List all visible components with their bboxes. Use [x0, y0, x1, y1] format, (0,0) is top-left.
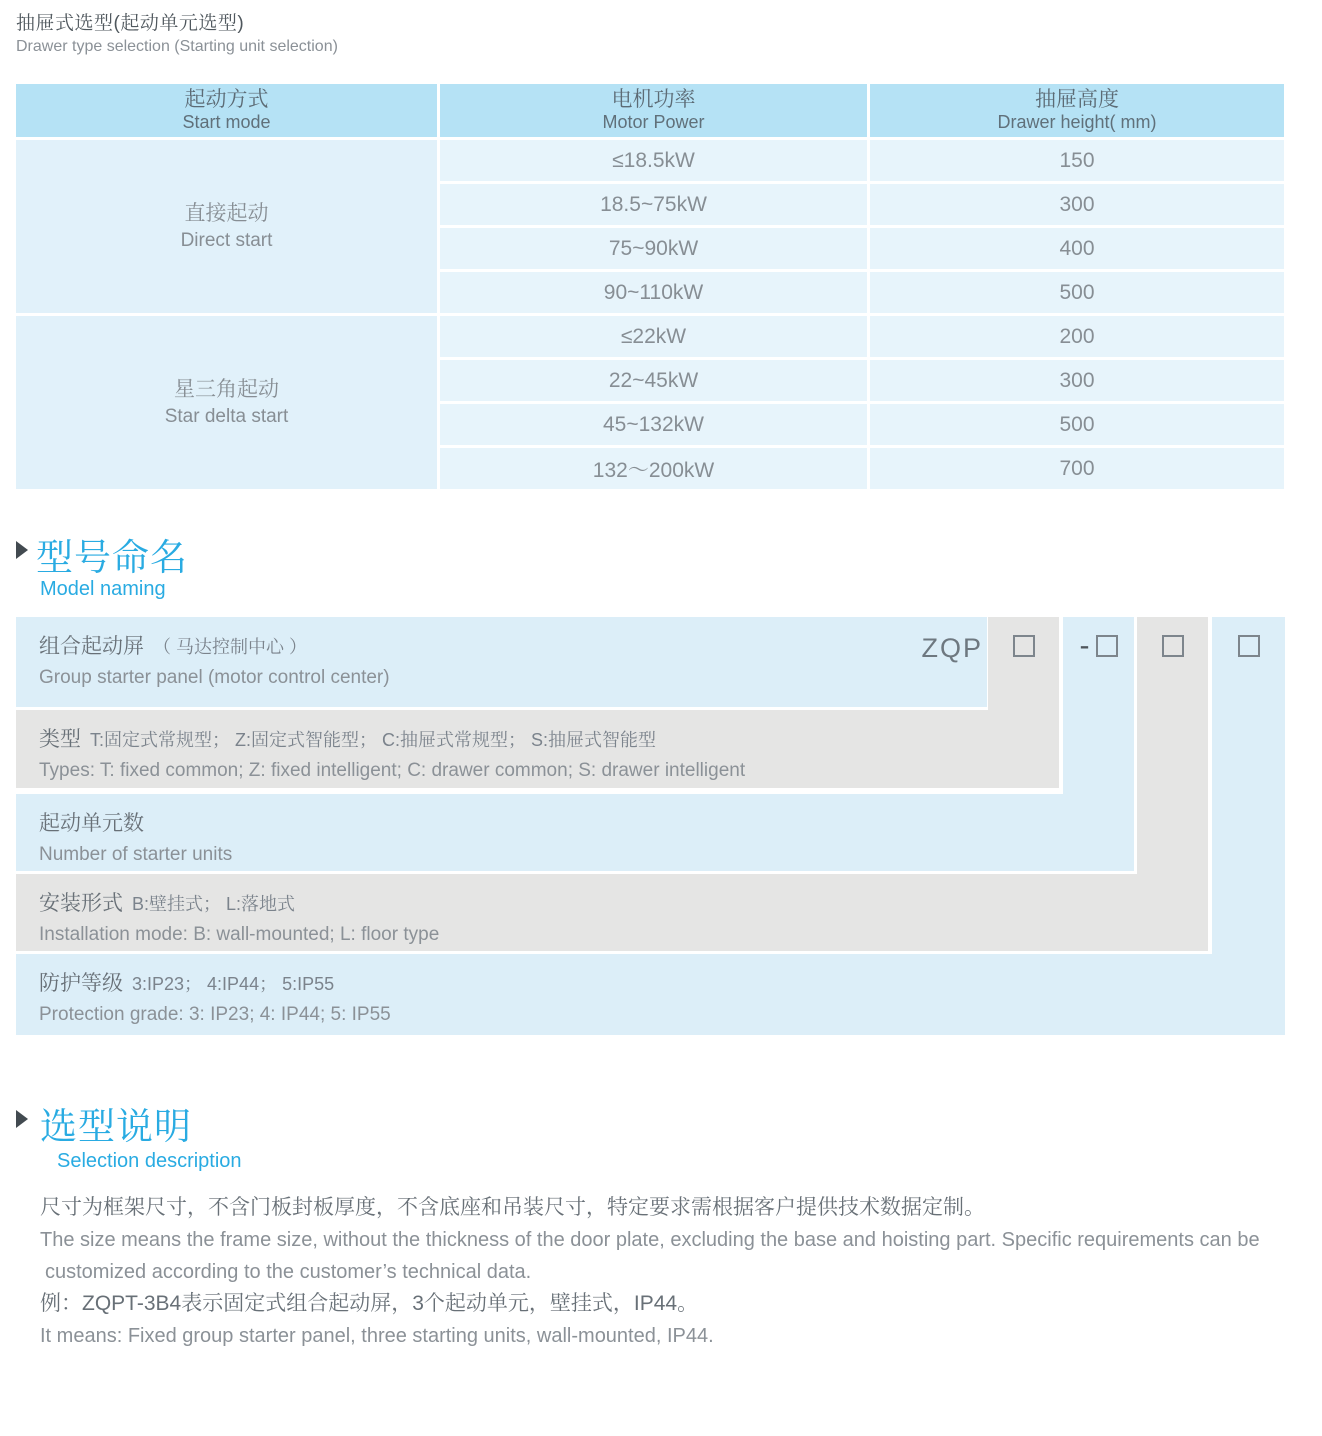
- code-box: [1162, 635, 1184, 657]
- section-title-model-naming: 型号命名: [36, 537, 188, 578]
- table-cell-height: 500: [870, 404, 1284, 445]
- band-label-en: Number of starter units: [39, 844, 233, 865]
- band-label-zh: 安装形式: [39, 892, 123, 915]
- column-header-drawer-height: [870, 84, 1284, 137]
- column-header-en: Motor Power: [602, 112, 705, 133]
- diagram-band-protection-grade: [16, 954, 1285, 1035]
- section-marker-triangle-icon: [16, 1110, 28, 1128]
- table-cell-power: 45~132kW: [440, 404, 867, 445]
- band-label-en: Group starter panel (motor control center): [39, 667, 390, 688]
- start-mode-en: Star delta start: [164, 405, 289, 427]
- start-mode-en: Direct start: [180, 229, 273, 251]
- column-header-start-mode: [16, 84, 437, 137]
- band-label-en: Protection grade: 3: IP23; 4: IP44; 5: IP55: [39, 1004, 391, 1025]
- section-marker-triangle-icon: [16, 541, 28, 559]
- diagram-band-types: [16, 710, 1059, 788]
- section-subtitle-selection-description: Selection description: [57, 1150, 242, 1172]
- start-mode-cell-direct: [16, 140, 437, 313]
- band-label-en: Types: T: fixed common; Z: fixed intelligent; C: drawer common; S: drawer intelligent: [39, 760, 746, 781]
- start-mode-cell-star-delta: [16, 316, 437, 489]
- band-label-en: Installation mode: B: wall-mounted; L: floor type: [39, 924, 440, 945]
- band-note-zh: 3:IP23； 4:IP44； 5:IP55: [132, 974, 335, 994]
- page-title: 抽屉式选型(起动单元选型): [16, 13, 245, 34]
- code-box: [1096, 635, 1118, 657]
- band-label-zh: 防护等级: [39, 972, 123, 995]
- description-line: 尺寸为框架尺寸，不含门板封板厚度，不含底座和吊装尺寸，特定要求需根据客户提供技术数据定制。: [40, 1196, 985, 1219]
- table-cell-power: 22~45kW: [440, 360, 867, 401]
- table-cell-height: 300: [870, 360, 1284, 401]
- column-header-zh: 电机功率: [611, 88, 696, 112]
- code-prefix: ZQP: [921, 633, 983, 663]
- start-mode-zh: 直接起动: [184, 201, 269, 225]
- description-line: The size means the frame size, without the thickness of the door plate, excluding the base and hoisting part. Specific requirements can be: [40, 1229, 1260, 1251]
- table-cell-height: 400: [870, 228, 1284, 269]
- band-label-zh: 起动单元数: [39, 812, 144, 835]
- code-box: [1013, 635, 1035, 657]
- column-header-zh: 抽屉高度: [1035, 88, 1119, 112]
- table-cell-power: ≤18.5kW: [440, 140, 867, 181]
- start-mode-zh: 星三角起动: [174, 377, 279, 401]
- table-cell-height: 700: [870, 448, 1284, 489]
- section-subtitle-model-naming: Model naming: [40, 578, 166, 600]
- band-note-zh: （ 马达控制中心 ）: [153, 637, 308, 657]
- table-cell-power: ≤22kW: [440, 316, 867, 357]
- band-note-zh: B:壁挂式； L:落地式: [132, 894, 296, 914]
- selection-description-text: [40, 1192, 1290, 1352]
- table-cell-power: 90~110kW: [440, 272, 867, 313]
- table-cell-height: 150: [870, 140, 1284, 181]
- table-cell-power: 132～200kW: [440, 448, 867, 489]
- table-cell-height: 500: [870, 272, 1284, 313]
- diagram-band-starter-units: [16, 794, 1134, 871]
- band-label-zh: 组合起动屏: [39, 635, 144, 658]
- description-line: customized according to the customer’s technical data.: [45, 1261, 532, 1283]
- table-cell-height: 300: [870, 184, 1284, 225]
- code-box: [1238, 635, 1260, 657]
- column-header-en: Drawer height( mm): [997, 112, 1157, 133]
- column-header-zh: 起动方式: [184, 88, 269, 112]
- selection-table: [16, 84, 1284, 489]
- diagram-band-group-starter-panel: [16, 617, 987, 707]
- description-line: It means: Fixed group starter panel, three starting units, wall-mounted, IP44.: [40, 1325, 714, 1347]
- column-header-motor-power: [440, 84, 867, 137]
- code-dash: -: [1079, 629, 1090, 662]
- band-note-zh: T:固定式常规型； Z:固定式智能型； C:抽屉式常规型； S:抽屉式智能型: [90, 730, 657, 750]
- table-cell-power: 18.5~75kW: [440, 184, 867, 225]
- section-title-selection-description: 选型说明: [40, 1106, 192, 1147]
- band-label-zh: 类型: [39, 728, 81, 751]
- diagram-band-installation-mode: [16, 874, 1208, 951]
- model-naming-diagram: [16, 617, 1285, 1035]
- table-cell-power: 75~90kW: [440, 228, 867, 269]
- table-cell-height: 200: [870, 316, 1284, 357]
- column-header-en: Start mode: [182, 112, 271, 133]
- page-subtitle: Drawer type selection (Starting unit selection): [16, 38, 338, 55]
- description-line: 例：ZQPT-3B4表示固定式组合起动屏，3个起动单元，壁挂式，IP44。: [40, 1292, 699, 1315]
